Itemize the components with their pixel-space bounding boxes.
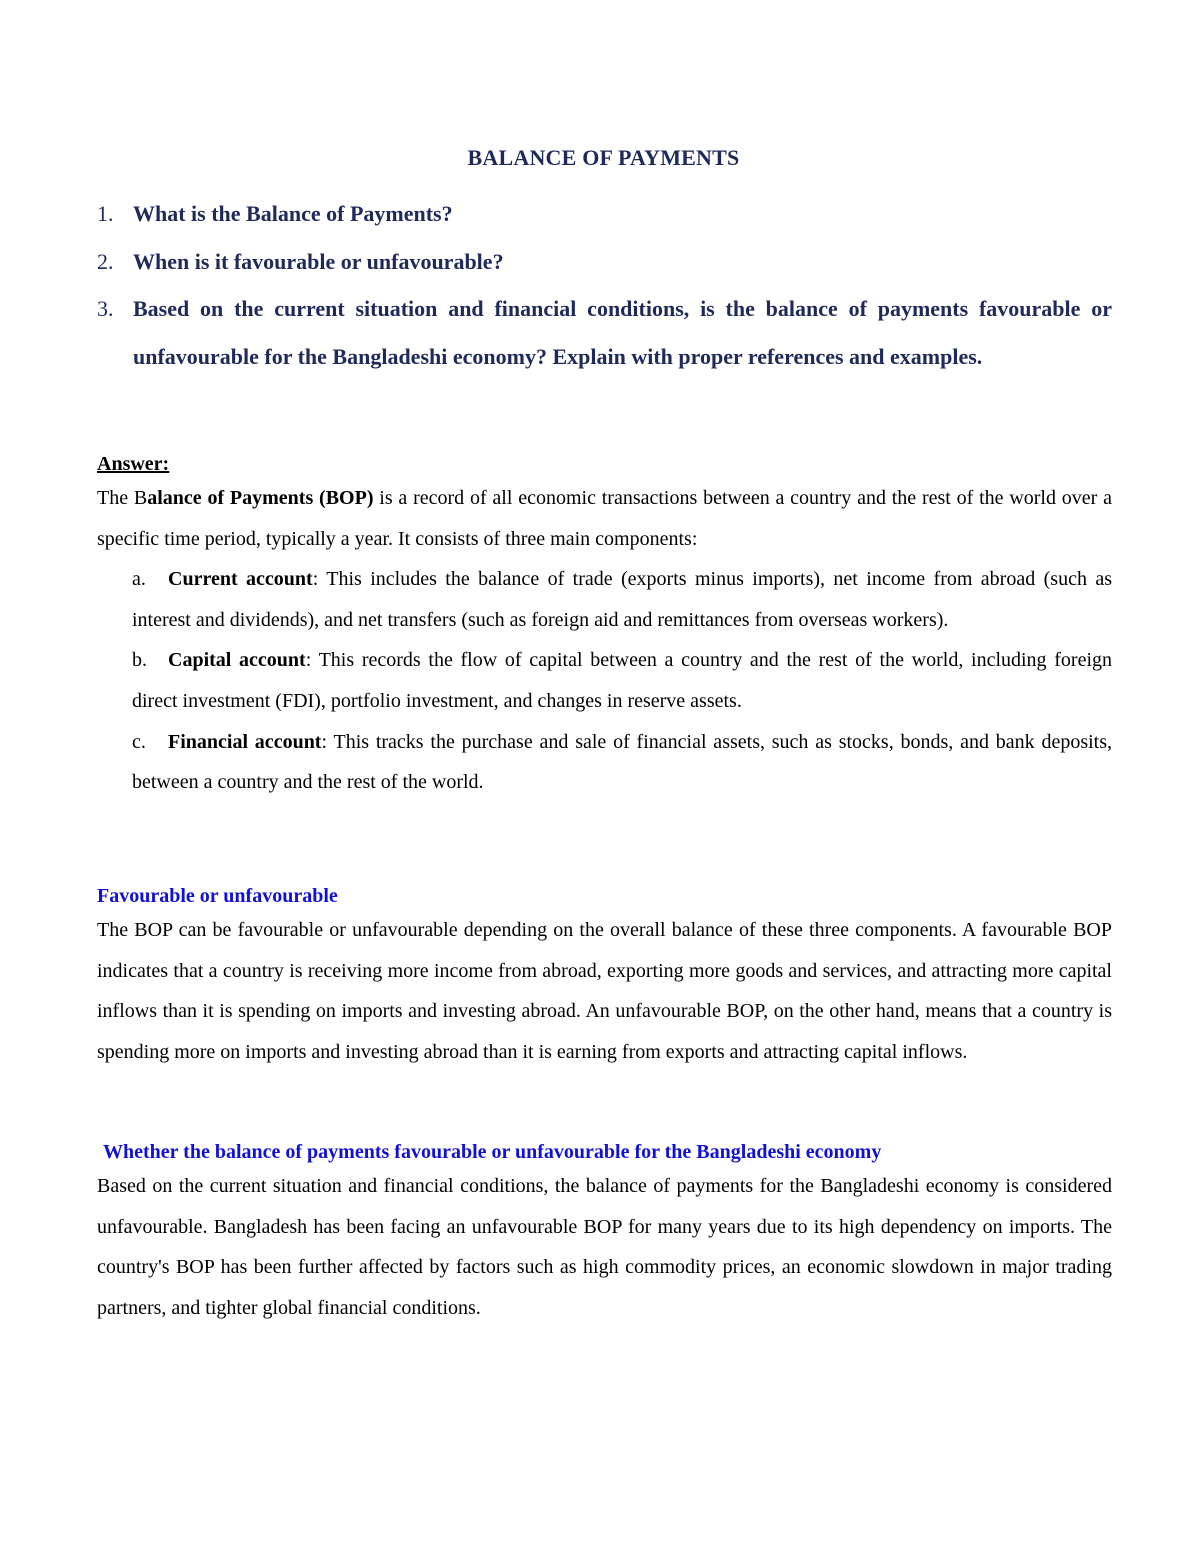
components-list [97,559,1112,803]
intro-pre: The B [97,487,148,509]
component-description: : This records the flow of capital between a country and the rest of the world, including foreign direct investment (FDI), portfolio investment, and changes in reserve assets. [132,649,1113,712]
component-item [97,559,1112,640]
bangladesh-heading: Whether the balance of payments favourable or unfavourable for the Bangladeshi economy [103,1141,882,1163]
intro-paragraph [97,478,1112,559]
question-text: What is the Balance of Payments? [133,201,453,226]
component-letter: a. [132,568,146,591]
question-number: 2. [97,248,114,274]
question-item [96,285,1112,380]
component-letter: b. [132,649,147,672]
question-number: 3. [97,296,114,321]
favourable-section [97,882,1112,1072]
favourable-body: The BOP can be favourable or unfavourable depending on the overall balance of these three components. A favourable BOP indicates that a country is receiving more income from abroad, exporting more goods and services, and attracting more capital inflows than it is spending on imports and investing abroad. An unfavourable BOP, on the other hand, means that a country is spending more on imports and investing abroad than it is earning from exports and attracting capital inflows. [97,919,1112,1063]
question-text: When is it favourable or unfavourable? [133,248,504,274]
bangladesh-section [97,1138,1112,1328]
component-text [132,722,1112,803]
question-list [96,190,1112,380]
intro-bold-term: alance of Payments (BOP) [147,487,374,509]
question-item [96,190,1112,238]
favourable-heading: Favourable or unfavourable [97,885,338,907]
component-description: : This includes the balance of trade (exports minus imports), net income from abroad (such as interest and dividends), and net transfers (such as foreign aid and remittances from overseas workers). [132,568,1113,631]
question-item [96,238,1112,286]
answer-label: Answer: [97,453,170,475]
component-text [132,640,1112,721]
component-description: : This tracks the purchase and sale of financial assets, such as stocks, bonds, and bank deposits, between a country and the rest of the world. [132,730,1113,794]
question-number: 1. [97,201,114,226]
component-term: Capital account [168,649,306,672]
bangladesh-body: Based on the current situation and financial conditions, the balance of payments for the Bangladeshi economy is considered unfavourable. Bangladesh has been facing an unfavourable BOP for many years due to its high dependency on imports. The country's BOP has been further affected by factors such as high commodity prices, an economic slowdown in major trading partners, and tighter global financial conditions. [97,1175,1112,1319]
component-text [132,559,1112,640]
component-term: Financial account [168,730,322,753]
answer-section [97,450,1112,803]
question-text: Based on the current situation and financial conditions, is the balance of payments favourable or unfavourable for the Bangladeshi economy? Explain with proper references and examples. [133,296,1112,369]
component-item [97,640,1112,721]
component-term: Current account [168,568,313,591]
component-item [97,722,1112,803]
page-title: BALANCE OF PAYMENTS [467,145,740,170]
component-letter: c. [132,730,146,753]
intro-post: is a record of all economic transactions between a country and the rest of the world over a specific time period, typically a year. It consists of three main components: [97,487,1112,550]
